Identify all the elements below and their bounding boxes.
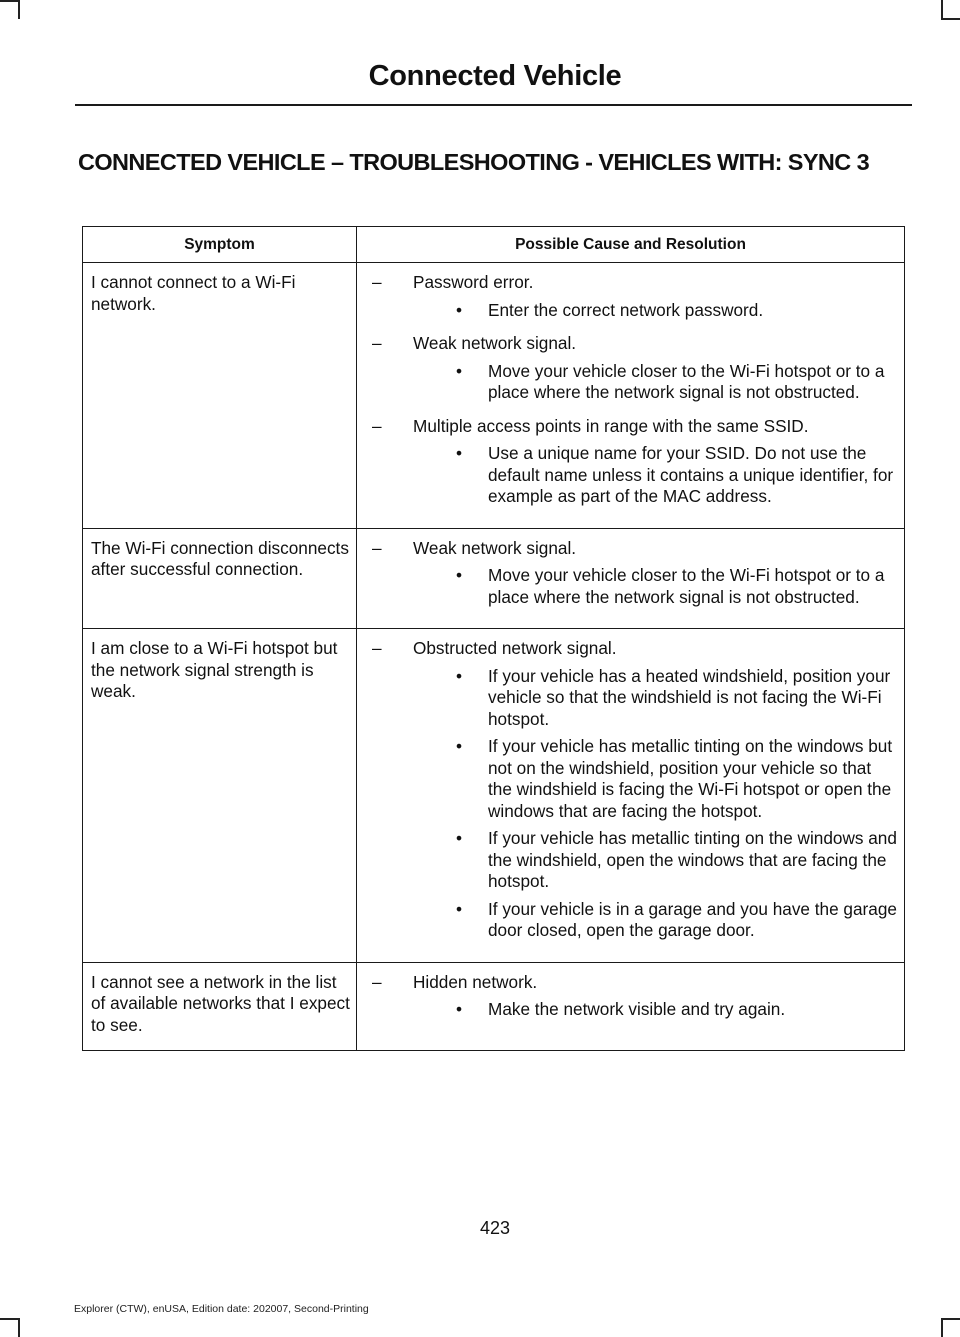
resolution-text: Use a unique name for your SSID. Do not use the default name unless it contains a unique identifier, for example as part of the MAC address. xyxy=(488,443,894,506)
bullet-marker: • xyxy=(456,565,463,585)
bullet-marker: • xyxy=(456,828,463,848)
table-header-row xyxy=(83,227,905,263)
symptom-cell: The Wi-Fi connection disconnects after successful connection. xyxy=(83,528,357,629)
resolution-bullet xyxy=(413,736,898,822)
dash-marker: – xyxy=(372,333,382,353)
symptom-cell: I am close to a Wi-Fi hotspot but the network signal strength is weak. xyxy=(83,629,357,963)
table-row xyxy=(83,263,905,529)
page-header-title: Connected Vehicle xyxy=(368,60,622,92)
bullet-marker: • xyxy=(456,443,463,463)
resolution-text: If your vehicle has metallic tinting on the windows and the windshield, open the windows that are facing the hotspot. xyxy=(488,828,897,891)
troubleshooting-table xyxy=(82,226,905,1051)
resolution-cell xyxy=(357,528,905,629)
resolution-cell xyxy=(357,962,905,1051)
symptom-cell: I cannot see a network in the list of available networks that I expect to see. xyxy=(83,962,357,1051)
footer-edition-info: Explorer (CTW), enUSA, Edition date: 202007, Second-Printing xyxy=(74,1303,369,1315)
table-row xyxy=(83,629,905,963)
bullet-marker: • xyxy=(456,299,463,320)
cause-item xyxy=(372,972,898,1021)
dash-marker: – xyxy=(372,272,382,292)
page-number: 423 xyxy=(479,1218,511,1238)
dash-marker: – xyxy=(372,415,382,436)
dash-marker: – xyxy=(372,537,382,558)
bullet-marker: • xyxy=(456,736,463,756)
resolution-bullet xyxy=(413,300,898,322)
cause-text: Hidden network. xyxy=(413,971,538,992)
bullet-marker: • xyxy=(456,999,463,1019)
cause-text: Obstructed network signal. xyxy=(413,638,617,658)
resolution-cell xyxy=(357,629,905,963)
dash-marker: – xyxy=(372,971,382,992)
resolution-text: Move your vehicle closer to the Wi-Fi hotspot or to a place where the network signal is not obstructed. xyxy=(488,360,885,402)
dash-marker: – xyxy=(372,638,382,658)
crop-mark xyxy=(941,1318,960,1320)
table-row xyxy=(83,528,905,629)
resolution-text: If your vehicle has a heated windshield, position your vehicle so that the windshield is not facing the Wi-Fi hotspot. xyxy=(488,665,891,729)
bullet-marker: • xyxy=(456,898,463,919)
resolution-text: If your vehicle has metallic tinting on the windows but not on the windshield, position your vehicle so that the windshield is facing the Wi-Fi hotspot or open the windows that are facing the hotspot. xyxy=(488,736,893,821)
resolution-bullet xyxy=(413,999,898,1021)
resolution-text: Make the network visible and try again. xyxy=(488,999,786,1019)
crop-mark xyxy=(18,1318,20,1337)
crop-mark xyxy=(941,18,960,20)
cause-item xyxy=(372,538,898,609)
resolution-bullet xyxy=(413,828,898,893)
bullet-marker: • xyxy=(456,665,463,686)
resolution-bullet xyxy=(413,361,898,404)
crop-mark xyxy=(0,0,19,2)
table-row xyxy=(83,962,905,1051)
cause-item xyxy=(372,272,898,321)
crop-mark xyxy=(941,1318,943,1337)
resolution-bullet xyxy=(413,899,898,942)
header-divider xyxy=(75,104,912,106)
cause-text: Weak network signal. xyxy=(413,333,577,353)
resolution-text: If your vehicle is in a garage and you have the garage door closed, open the garage door. xyxy=(488,898,897,940)
cause-item xyxy=(372,416,898,508)
cause-text: Weak network signal. xyxy=(413,537,577,558)
section-title: CONNECTED VEHICLE – TROUBLESHOOTING - VEHICLES WITH: SYNC 3 xyxy=(78,149,870,175)
cause-text: Password error. xyxy=(413,272,534,292)
resolution-bullet xyxy=(413,666,898,731)
crop-mark xyxy=(18,0,20,19)
cause-item xyxy=(372,333,898,404)
column-header-resolution: Possible Cause and Resolution xyxy=(357,227,905,263)
resolution-bullet xyxy=(413,443,898,508)
bullet-marker: • xyxy=(456,360,463,381)
resolution-bullet xyxy=(413,565,898,608)
resolution-text: Move your vehicle closer to the Wi-Fi hotspot or to a place where the network signal is not obstructed. xyxy=(488,565,885,607)
resolution-text: Enter the correct network password. xyxy=(488,299,764,320)
cause-item xyxy=(372,638,898,942)
crop-mark xyxy=(941,0,943,19)
cause-text: Multiple access points in range with the same SSID. xyxy=(413,415,809,436)
column-header-symptom: Symptom xyxy=(83,227,357,263)
symptom-cell: I cannot connect to a Wi-Fi network. xyxy=(83,263,357,529)
crop-mark xyxy=(0,1318,19,1320)
resolution-cell xyxy=(357,263,905,529)
